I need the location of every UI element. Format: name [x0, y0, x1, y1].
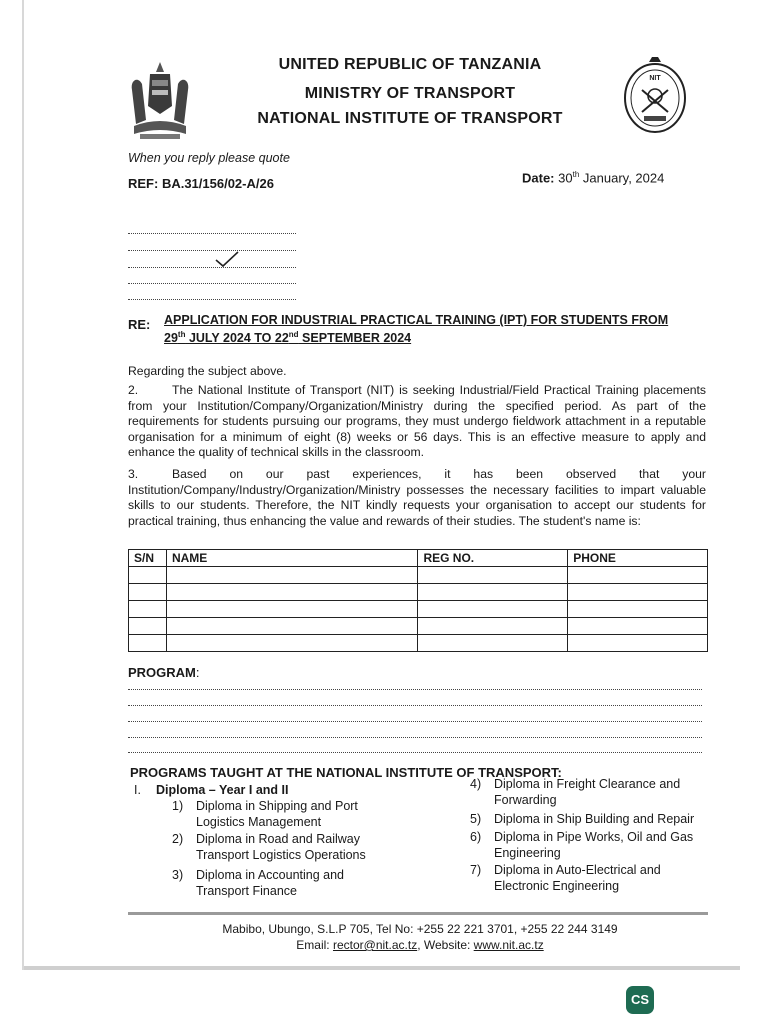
footer-address: Mabibo, Ubungo, S.L.P 705, Tel No: +255 22 221 3701, +255 22 244 3149	[222, 922, 618, 936]
programs-title: PROGRAMS TAUGHT AT THE NATIONAL INSTITUTE OF TRANSPORT:	[130, 765, 562, 780]
program-item: 2) Diploma in Road and Railway Transport Logistics Operations	[172, 832, 366, 862]
footer-divider	[128, 912, 708, 915]
program-item: 3) Diploma in Accounting and Transport Finance	[172, 868, 345, 898]
header-name: NAME	[166, 550, 418, 567]
program-line	[128, 689, 702, 690]
program-line	[128, 721, 702, 722]
table-row	[129, 567, 708, 584]
scan-bottom-edge	[24, 966, 740, 970]
table-header-row	[129, 550, 708, 567]
reply-quote-note: When you reply please quote	[128, 151, 290, 165]
address-line	[128, 299, 296, 300]
header-country: UNITED REPUBLIC OF TANZANIA	[278, 56, 542, 73]
subject-line-1: APPLICATION FOR INDUSTRIAL PRACTICAL TRAINING (IPT) FOR STUDENTS FROM	[164, 313, 669, 327]
footer-contact: Email: rector@nit.ac.tz, Website: www.nit.ac.tz	[296, 938, 544, 952]
scan-edge	[22, 0, 24, 970]
address-line	[128, 267, 296, 268]
program-item: 7) Diploma in Auto-Electrical and Electronic Engineering	[470, 863, 661, 893]
tanzania-coat-of-arms-icon	[124, 60, 196, 142]
paragraph-2	[128, 383, 706, 461]
paragraph-number: 2.	[128, 383, 139, 397]
camscanner-badge: CS	[626, 986, 654, 1014]
program-group: I. Diploma – Year I and II	[134, 783, 289, 797]
address-line	[128, 233, 296, 234]
students-table	[128, 549, 708, 652]
letter-date	[522, 170, 664, 185]
header-institute: NATIONAL INSTITUTE OF TRANSPORT	[257, 110, 563, 127]
re-label: RE:	[128, 317, 151, 332]
date-day-suffix: th	[572, 170, 580, 179]
program-item: 6) Diploma in Pipe Works, Oil and Gas Engineering	[470, 830, 694, 860]
header-reg-no: REG NO.	[418, 550, 568, 567]
program-label: PROGRAM:	[128, 665, 200, 680]
program-line	[128, 737, 702, 738]
nit-seal-icon	[618, 54, 692, 136]
date-label: Date:	[522, 170, 555, 186]
table-row	[129, 635, 708, 652]
email-link[interactable]: rector@nit.ac.tz	[332, 938, 418, 952]
address-line	[128, 283, 296, 284]
checkmark-icon	[214, 250, 240, 268]
table-row	[129, 618, 708, 635]
program-line	[128, 705, 702, 706]
header-sn: S/N	[129, 550, 167, 567]
paragraph-text: The National Institute of Transport (NIT) is seeking Industrial/Field Practical Training placements from your Institution/Company/Organization/Ministry during the specified period. As part of the requirements for students pursuing our programs, they must undergo fieldwork attachment in a reputable organisation for a minimum of eight (8) weeks or 56 days. This is an effective measure to apply and enhance the quality of technical skills in the classroom.	[128, 383, 706, 459]
program-item: 4) Diploma in Freight Clearance and Forwarding	[470, 777, 681, 807]
subject-line-2: 29th JULY 2024 TO 22nd SEPTEMBER 2024	[164, 330, 412, 346]
paragraph-number: 3.	[128, 467, 139, 481]
subject-reference: Regarding the subject above.	[128, 364, 287, 378]
reference-number: REF: BA.31/156/02-A/26	[128, 176, 274, 191]
date-day: 30	[558, 170, 573, 186]
website-link[interactable]: www.nit.ac.tz	[473, 938, 544, 952]
header-ministry: MINISTRY OF TRANSPORT	[304, 85, 516, 102]
paragraph-3	[128, 467, 706, 529]
program-line	[128, 752, 702, 753]
table-row	[129, 601, 708, 618]
date-month-year: January, 2024	[582, 170, 665, 186]
svg-text:NIT: NIT	[649, 75, 661, 82]
program-item: 5) Diploma in Ship Building and Repair	[470, 812, 695, 826]
program-item: 1) Diploma in Shipping and Port Logistics Management	[172, 799, 358, 829]
address-line	[128, 250, 296, 251]
paragraph-text: Based on our past experiences, it has been observed that your Institution/Company/Industry/Organization/Ministry possesses the necessary facilities to impart valuable skills to our students. Therefore, the NIT kindly requests your organisation to accept our students for practical training, thus enhancing the value and rewards of their studies. The student's name is:	[128, 467, 706, 528]
table-row	[129, 584, 708, 601]
header-phone: PHONE	[568, 550, 708, 567]
